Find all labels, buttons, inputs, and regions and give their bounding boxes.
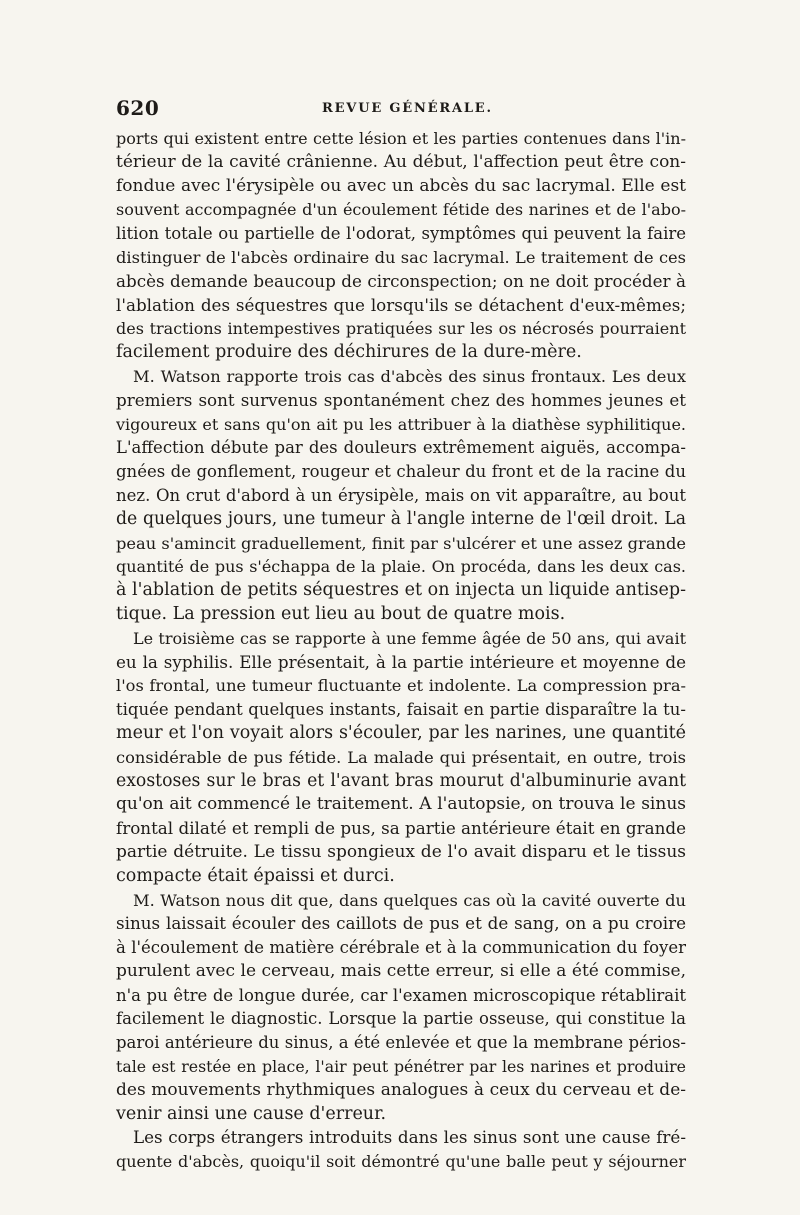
text-line: paroi antérieure du sinus, a été enlevée et que la membrane périos- xyxy=(116,1033,686,1053)
text-line: quantité de pus s'échappa de la plaie. On procéda, dans les deux cas. xyxy=(116,557,686,577)
text-line: tiquée pendant quelques instants, faisait en partie disparaître la tu- xyxy=(116,700,686,720)
text-line: nez. On crut d'abord à un érysipèle, mais on vit apparaître, au bout xyxy=(116,485,686,505)
text-line: abcès demande beaucoup de circonspection; on ne doit procéder à xyxy=(116,270,686,291)
body-text xyxy=(116,127,686,1174)
text-line: meur et l'on voyait alors s'écouler, par les narines, une quantité xyxy=(116,722,686,743)
text-line: gnées de gonflement, rougeur et chaleur du front et de la racine du xyxy=(116,462,686,482)
text-line: ports qui existent entre cette lésion et les parties contenues dans l'in- xyxy=(116,129,686,148)
text-line: frontal dilaté et rempli de pus, sa partie antérieure était en grande xyxy=(116,818,686,839)
text-line: considérable de pus fétide. La malade qui présentait, en outre, trois xyxy=(116,747,686,767)
text-line: de quelques jours, une tumeur à l'angle interne de l'œil droit. La xyxy=(116,508,686,529)
text-line: tique. La pression eut lieu au bout de quatre mois. xyxy=(116,603,566,624)
running-title: REVUE GÉNÉRALE. xyxy=(322,101,493,116)
text-line: à l'ablation de petits séquestres et on injecta un liquide antisep- xyxy=(116,580,686,601)
text-line: facilement le diagnostic. Lorsque la partie osseuse, qui constitue la xyxy=(116,1009,686,1029)
text-line: peau s'amincit graduellement, finit par s'ulcérer et une assez grande xyxy=(116,533,686,553)
text-line: des mouvements rhythmiques analogues à ceux du cerveau et de- xyxy=(116,1079,686,1100)
text-line: partie détruite. Le tissu spongieux de l'o avait disparu et le tissus xyxy=(116,841,686,862)
text-line: vigoureux et sans qu'on ait pu les attribuer à la diathèse syphilitique. xyxy=(116,414,686,434)
page-number: 620 xyxy=(116,96,160,120)
paragraph-first-line: M. Watson nous dit que, dans quelques cas où la cavité ouverte du xyxy=(133,890,686,910)
text-line: à l'écoulement de matière cérébrale et à la communication du foyer xyxy=(116,938,686,958)
paragraph-first-line: Le troisième cas se rapporte à une femme âgée de 50 ans, qui avait xyxy=(133,628,686,648)
text-line: n'a pu être de longue durée, car l'examen microscopique rétablirait xyxy=(116,985,686,1005)
text-line: fondue avec l'érysipèle ou avec un abcès du sac lacrymal. Elle est xyxy=(116,175,686,196)
text-line: compacte était épaissi et durci. xyxy=(116,865,395,886)
page-header xyxy=(116,96,686,126)
text-line: venir ainsi une cause d'erreur. xyxy=(116,1103,387,1124)
text-line: exostoses sur le bras et l'avant bras mourut d'albuminurie avant xyxy=(116,770,686,791)
paragraph-first-line: Les corps étrangers introduits dans les sinus sont une cause fré- xyxy=(133,1127,686,1148)
text-line: facilement produire des déchirures de la dure-mère. xyxy=(116,342,582,363)
text-line: souvent accompagnée d'un écoulement fétide des narines et de l'abo- xyxy=(116,200,686,220)
text-line: sinus laissait écouler des caillots de pus et de sang, on a pu croire xyxy=(116,913,686,934)
text-line: l'ablation des séquestres que lorsqu'ils se détachent d'eux-mêmes; xyxy=(116,294,686,315)
text-line: purulent avec le cerveau, mais cette erreur, si elle a été commise, xyxy=(116,960,686,981)
text-line: tale est restée en place, l'air peut pénétrer par les narines et produire xyxy=(116,1057,686,1077)
text-line: l'os frontal, une tumeur fluctuante et indolente. La compression pra- xyxy=(116,676,686,696)
paragraph-first-line: M. Watson rapporte trois cas d'abcès des sinus frontaux. Les deux xyxy=(133,366,686,386)
text-line: eu la syphilis. Elle présentait, à la partie intérieure et moyenne de xyxy=(116,651,686,672)
text-line: distinguer de l'abcès ordinaire du sac lacrymal. Le traitement de ces xyxy=(116,247,686,267)
text-line: premiers sont survenus spontanément chez des hommes jeunes et xyxy=(116,389,686,410)
text-line: qu'on ait commencé le traitement. A l'autopsie, on trouva le sinus xyxy=(116,794,686,815)
text-line: des tractions intempestives pratiquées sur les os nécrosés pourraient xyxy=(116,319,686,339)
text-line: térieur de la cavité crânienne. Au début, l'affection peut être con- xyxy=(116,151,686,172)
text-line: quente d'abcès, quoiqu'il soit démontré qu'une balle peut y séjourner xyxy=(116,1152,686,1172)
text-line: L'affection débute par des douleurs extrêmement aiguës, accompa- xyxy=(116,438,686,458)
text-line: lition totale ou partielle de l'odorat, symptômes qui peuvent la faire xyxy=(116,224,686,244)
